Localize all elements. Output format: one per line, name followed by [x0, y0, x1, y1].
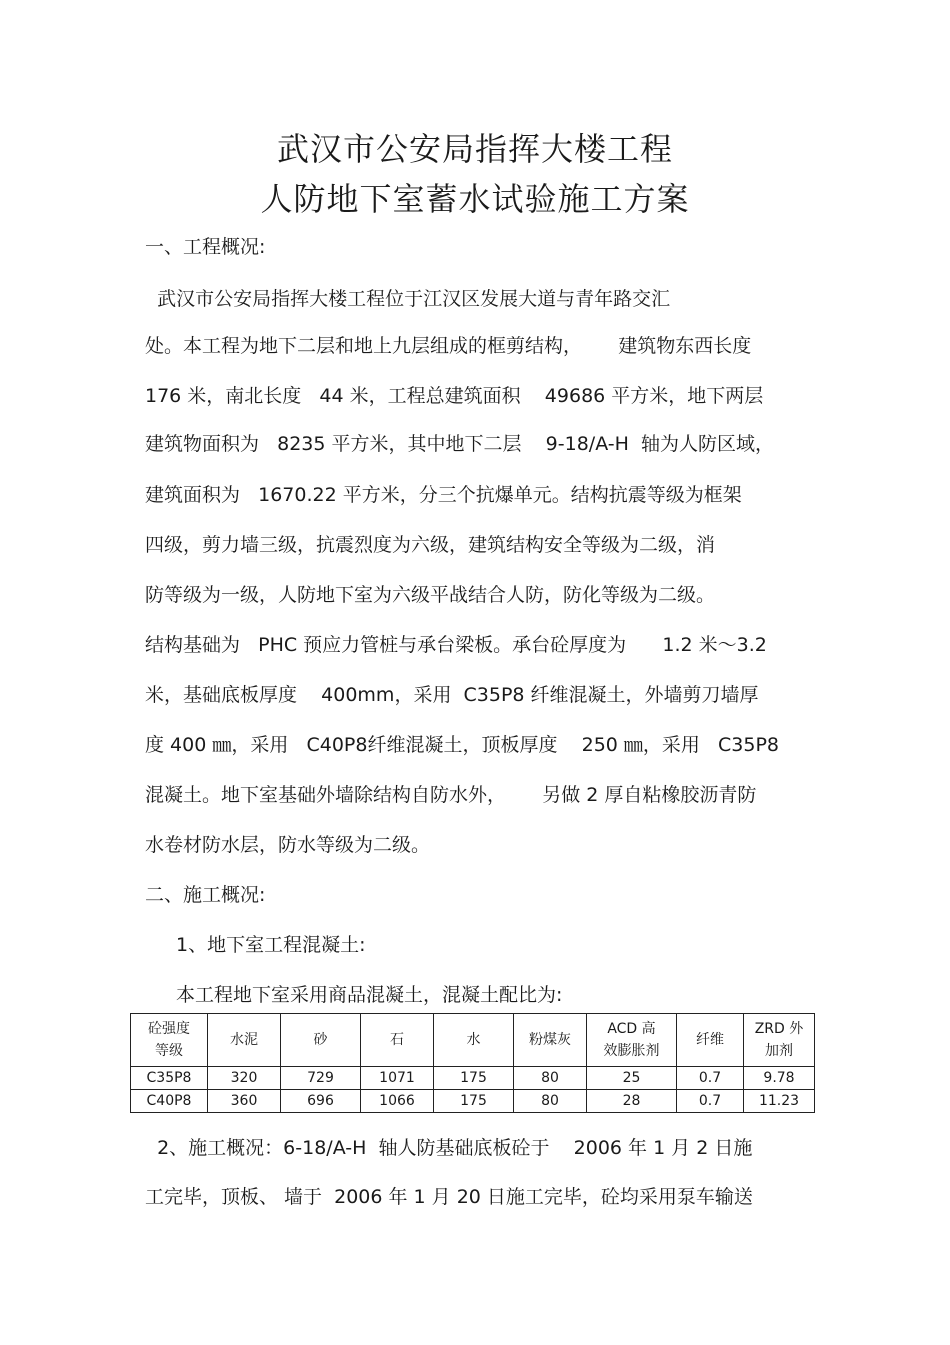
document-title-line-2: 人防地下室蓄水试验施工方案: [260, 180, 690, 218]
table-cell: 175: [434, 1090, 514, 1113]
table-cell: 1066: [361, 1090, 434, 1113]
table-cell: 80: [514, 1090, 587, 1113]
paragraph-line: 工完毕，顶板、 墙于 2006 年 1 月 20 日施工完毕，砼均采用泵车输送: [145, 1186, 753, 1208]
document-title-line-1: 武汉市公安局指挥大楼工程: [276, 130, 673, 168]
mix-ratio-intro: 本工程地下室采用商品混凝土，混凝土配比为:: [170, 984, 563, 1006]
col-header-sand: 砂: [281, 1014, 361, 1067]
paragraph-line: 四级，剪力墙三级，抗震烈度为六级，建筑结构安全等级为二级，消: [145, 534, 716, 556]
table-header-row: [131, 1014, 815, 1067]
paragraph-line: 176 米，南北长度 44 米，工程总建筑面积 49686 平方米，地下两层: [145, 385, 764, 407]
table-row: [131, 1090, 815, 1113]
paragraph-line: 水卷材防水层，防水等级为二级。: [145, 834, 431, 856]
table-cell: 1071: [361, 1067, 434, 1090]
table-cell: 320: [208, 1067, 281, 1090]
table-row: [131, 1067, 815, 1090]
table-cell: 729: [281, 1067, 361, 1090]
table-cell: 0.7: [677, 1067, 744, 1090]
table-cell: C35P8: [131, 1067, 208, 1090]
paragraph-line: 建筑面积为 1670.22 平方米，分三个抗爆单元。结构抗震等级为框架: [145, 484, 742, 506]
table-cell: 175: [434, 1067, 514, 1090]
col-header-water: 水: [434, 1014, 514, 1067]
section-1-heading: 一、工程概况:: [145, 236, 266, 258]
col-header-zrd-additive: ZRD 外 加剂: [744, 1014, 815, 1067]
table-cell: 9.78: [744, 1067, 815, 1090]
paragraph-line: 混凝土。地下室基础外墙除结构自防水外， 另做 2 厚自粘橡胶沥青防: [145, 784, 757, 806]
col-header-fly-ash: 粉煤灰: [514, 1014, 587, 1067]
col-header-acd-agent: ACD 高 效膨胀剂: [587, 1014, 677, 1067]
col-header-stone: 石: [361, 1014, 434, 1067]
paragraph-line: 防等级为一级，人防地下室为六级平战结合人防，防化等级为二级。: [145, 584, 716, 606]
subsection-heading: 1、地下室工程混凝土:: [170, 934, 366, 956]
paragraph-line: 武汉市公安局指挥大楼工程位于江汉区发展大道与青年路交汇: [145, 288, 671, 310]
paragraph-line: 结构基础为 PHC 预应力管桩与承台梁板。承台砼厚度为 1.2 米～3.2: [145, 634, 767, 656]
table-cell: 360: [208, 1090, 281, 1113]
paragraph-line: 度 400 ㎜，采用 C40P8纤维混凝土，顶板厚度 250 ㎜，采用 C35P8: [145, 734, 780, 756]
col-header-fiber: 纤维: [677, 1014, 744, 1067]
table-cell: 28: [587, 1090, 677, 1113]
paragraph-line: 建筑物面积为 8235 平方米，其中地下二层 9-18/A-H 轴为人防区域，: [145, 433, 774, 455]
table-cell: 696: [281, 1090, 361, 1113]
table-cell: 25: [587, 1067, 677, 1090]
table-cell: 80: [514, 1067, 587, 1090]
col-header-grade: 砼强度 等级: [131, 1014, 208, 1067]
table-cell: C40P8: [131, 1090, 208, 1113]
paragraph-line: 处。本工程为地下二层和地上九层组成的框剪结构， 建筑物东西长度: [145, 335, 752, 357]
col-header-cement: 水泥: [208, 1014, 281, 1067]
table-cell: 11.23: [744, 1090, 815, 1113]
paragraph-line: 2、施工概况：6-18/A-H 轴人防基础底板砼于 2006 年 1 月 2 日施: [145, 1137, 753, 1159]
section-2-heading: 二、施工概况:: [145, 884, 266, 906]
concrete-mix-table: [130, 1013, 815, 1113]
paragraph-line: 米，基础底板厚度 400mm，采用 C35P8 纤维混凝土，外墙剪刀墙厚: [145, 684, 759, 706]
table-cell: 0.7: [677, 1090, 744, 1113]
